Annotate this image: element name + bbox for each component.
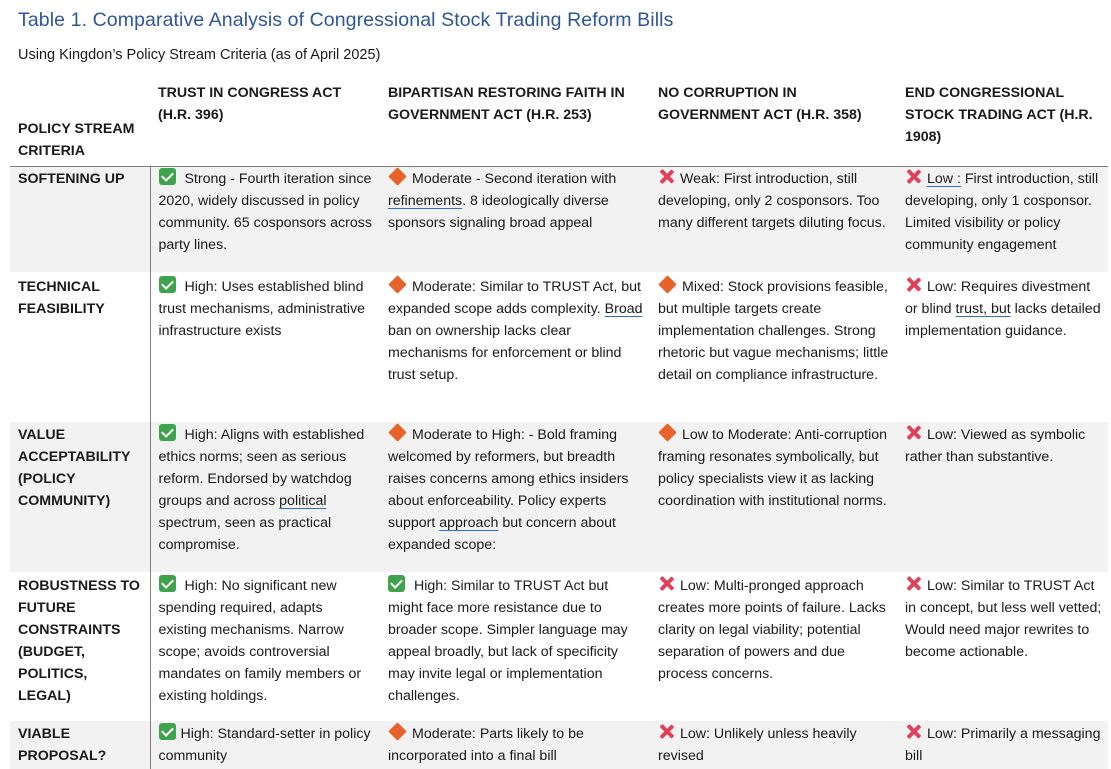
cell-text: First introduction, still developing, only 1 cosponsor. Limited visibility or policy community engagement bbox=[905, 171, 1099, 253]
rating-cell bbox=[650, 572, 897, 721]
check-mark-icon bbox=[159, 575, 176, 592]
check-mark-icon bbox=[159, 276, 176, 293]
red-x-icon bbox=[905, 276, 922, 293]
table-row bbox=[10, 272, 1108, 422]
table-row bbox=[10, 167, 1108, 273]
cell-text: but concern about expanded scope: bbox=[388, 515, 616, 553]
rating-cell bbox=[650, 272, 897, 422]
rating-cell bbox=[897, 572, 1108, 721]
cell-text: Moderate: Parts likely to be incorporated into a final bill bbox=[388, 726, 584, 764]
header-trust-act: TRUST IN CONGRESS ACT (H.R. 396) bbox=[158, 85, 342, 123]
cell-text: High: Uses established blind trust mechanisms, administrative infrastructure exists bbox=[158, 279, 366, 339]
cell-text: Mixed: Stock provisions feasible, but multiple targets create implementation challenges. Strong rhetoric but vague mechanisms; little detail on compliance infrastructure. bbox=[658, 279, 889, 383]
cell-text: Moderate to High: - Bold framing welcomed by reformers, but breadth raises concerns among ethics insiders about enforceability. Policy experts support bbox=[388, 427, 629, 531]
cell-text: High: No significant new spending required, adapts existing mechanisms. Narrow scope; avoids controversial mandates on family members or existing holdings. bbox=[158, 578, 362, 704]
cell-text: spectrum, seen as practical compromise. bbox=[158, 515, 332, 553]
orange-diamond-icon bbox=[388, 167, 406, 185]
cell-text: Low: Primarily a messaging bill bbox=[905, 726, 1101, 764]
underlined-text: Broad bbox=[604, 301, 643, 317]
table-row bbox=[10, 721, 1108, 769]
rating-cell bbox=[897, 721, 1108, 769]
check-mark-icon bbox=[159, 424, 176, 441]
orange-diamond-icon bbox=[388, 722, 406, 740]
comparison-table bbox=[10, 80, 1108, 769]
rating-cell bbox=[380, 272, 650, 422]
table-row bbox=[10, 572, 1108, 721]
table-title: Table 1. Comparative Analysis of Congressional Stock Trading Reform Bills bbox=[18, 9, 674, 31]
cell-text: Low: Similar to TRUST Act in concept, but less well vetted; Would need major rewrites to become actionable. bbox=[905, 578, 1102, 660]
table-subtitle: Using Kingdon’s Policy Stream Criteria (as of April 2025) bbox=[18, 47, 381, 63]
rating-cell bbox=[380, 721, 650, 769]
criteria-cell: VALUE ACCEPTABILITY (POLICY COMMUNITY) bbox=[10, 422, 150, 572]
rating-cell bbox=[897, 167, 1108, 273]
criteria-cell: ROBUSTNESS TO FUTURE CONSTRAINTS (BUDGET, POLITICS, LEGAL) bbox=[10, 572, 150, 721]
cell-text: Weak: First introduction, still developing, only 2 cosponsors. Too many different targets diluting focus. bbox=[658, 171, 886, 231]
underlined-text: political bbox=[279, 493, 327, 509]
cell-text: Low: Viewed as symbolic rather than substantive. bbox=[905, 427, 1086, 465]
header-criteria: POLICY STREAM CRITERIA bbox=[18, 121, 135, 159]
header-end-trading-act: END CONGRESSIONAL STOCK TRADING ACT (H.R. 1908) bbox=[905, 85, 1093, 145]
cell-text: Moderate - Second iteration with bbox=[412, 171, 617, 187]
header-row bbox=[10, 80, 1108, 167]
cell-text: Low to Moderate: Anti-corruption framing resonates symbolically, but policy specialists view it as lacking coordination with institutional norms. bbox=[658, 427, 888, 509]
header-no-corruption-act: NO CORRUPTION IN GOVERNMENT ACT (H.R. 358) bbox=[658, 85, 862, 123]
rating-cell bbox=[380, 572, 650, 721]
cell-text: Low: Requires divestment or blind bbox=[905, 279, 1091, 317]
cell-text: Low: Unlikely unless heavily revised bbox=[658, 726, 857, 764]
criteria-cell: TECHNICAL FEASIBILITY bbox=[10, 272, 150, 422]
cell-text: Low: Multi-pronged approach creates more points of failure. Lacks clarity on legal viability; potential separation of powers and due process concerns. bbox=[658, 578, 886, 682]
cell-text: Moderate: Similar to TRUST Act, but expanded scope adds complexity. bbox=[388, 279, 641, 317]
rating-cell bbox=[897, 272, 1108, 422]
orange-diamond-icon bbox=[658, 423, 676, 441]
rating-cell bbox=[150, 422, 380, 572]
orange-diamond-icon bbox=[658, 275, 676, 293]
red-x-icon bbox=[658, 575, 675, 592]
rating-cell bbox=[897, 422, 1108, 572]
red-x-icon bbox=[658, 168, 675, 185]
cell-text: Strong - Fourth iteration since 2020, widely discussed in policy community. 65 cosponsors across party lines. bbox=[158, 171, 372, 253]
criteria-cell: SOFTENING UP bbox=[10, 167, 150, 273]
header-bipartisan-act: BIPARTISAN RESTORING FAITH IN GOVERNMENT ACT (H.R. 253) bbox=[388, 85, 625, 123]
cell-text: ban on ownership lacks clear mechanisms for enforcement or blind trust setup. bbox=[388, 323, 622, 383]
rating-cell bbox=[380, 422, 650, 572]
cell-text: . 8 ideologically diverse sponsors signaling broad appeal bbox=[388, 193, 609, 231]
underlined-text: approach bbox=[439, 515, 499, 531]
orange-diamond-icon bbox=[388, 423, 406, 441]
rating-cell bbox=[150, 167, 380, 273]
underlined-text: trust, but bbox=[955, 301, 1011, 317]
red-x-icon bbox=[658, 723, 675, 740]
rating-cell bbox=[380, 167, 650, 273]
orange-diamond-icon bbox=[388, 275, 406, 293]
rating-cell bbox=[650, 167, 897, 273]
rating-cell bbox=[650, 721, 897, 769]
underlined-text: refinements bbox=[388, 193, 463, 209]
cell-text: High: Similar to TRUST Act but might face more resistance due to broader scope. Simpler language may appeal broadly, but lack of specificity may invite legal or implementation challenges. bbox=[388, 578, 628, 704]
red-x-icon bbox=[905, 168, 922, 185]
check-mark-icon bbox=[159, 723, 176, 740]
table-row bbox=[10, 422, 1108, 572]
rating-cell bbox=[150, 572, 380, 721]
cell-text: lacks detailed implementation guidance. bbox=[905, 301, 1101, 339]
red-x-icon bbox=[905, 575, 922, 592]
rating-cell bbox=[650, 422, 897, 572]
criteria-cell: VIABLE PROPOSAL? bbox=[10, 721, 150, 769]
red-x-icon bbox=[905, 723, 922, 740]
rating-cell bbox=[150, 272, 380, 422]
underlined-text: Low : bbox=[927, 171, 961, 187]
check-mark-icon bbox=[159, 168, 176, 185]
cell-text: High: Standard-setter in policy community bbox=[158, 726, 371, 764]
rating-cell bbox=[150, 721, 380, 769]
check-mark-icon bbox=[388, 575, 405, 592]
cell-text: High: Aligns with established ethics norms; seen as serious reform. Endorsed by watchdog groups and across bbox=[158, 427, 365, 509]
red-x-icon bbox=[905, 424, 922, 441]
